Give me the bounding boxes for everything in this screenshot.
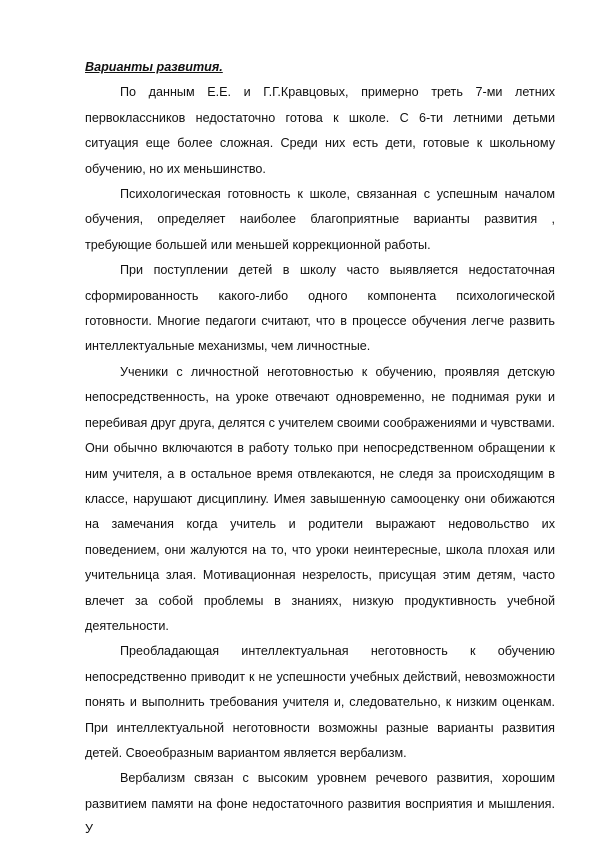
paragraph: По данным Е.Е. и Г.Г.Кравцовых, примерно треть 7-ми летних первоклассников недостаточно готова к школе. С 6-ти летними детьми ситуация еще более сложная. Среди них есть дети, готовые к школьному обучению, но их меньшинство. xyxy=(85,85,555,176)
paragraph: Ученики с личностной неготовностью к обучению, проявляя детскую непосредственность, на уроке отвечают одновременно, не поднимая руки и перебивая друг друга, делятся с учителем своими соображениями и чувствами. Они обычно включаются в работу только при непосредственном обращении к ним учителя, а в остальное время отвлекаются, не следя за происходящим в классе, нарушают дисциплину. Имея завышенную самооценку они обижаются на замечания когда учитель и родители выражают недовольство их поведением, они жалуются на то, что уроки неинтересные, школа плохая или учительница злая. Мотивационная незрелость, присущая этим детям, часто влечет за собой проблемы в знаниях, низкую продуктивность учебной деятельности. xyxy=(85,364,555,633)
paragraph: Преобладающая интеллектуальная неготовность к обучению непосредственно приводит к не успешности учебных действий, невозможности понять и выполнить требования учителя и, следовательно, к низким оценкам. При интеллектуальной неготовности возможны разные варианты развития детей. Своеобразным вариантом является вербализм. xyxy=(85,644,555,760)
paragraph: Психологическая готовность к школе, связанная с успешным началом обучения, определяет наиболее благоприятные варианты развития , требующие большей или меньшей коррекционной работы. xyxy=(85,187,555,252)
document-page xyxy=(85,55,555,843)
paragraph: Вербализм связан с высоким уровнем речевого развития, хорошим развитием памяти на фоне недостаточного развития восприятия и мышления. У xyxy=(85,771,555,837)
paragraph: При поступлении детей в школу часто выявляется недостаточная сформированность какого-либо одного компонента психологической готовности. Многие педагоги считают, что в процессе обучения легче развить интеллектуальные механизмы, чем личностные. xyxy=(85,263,555,354)
section-heading: Варианты развития. xyxy=(85,60,223,74)
